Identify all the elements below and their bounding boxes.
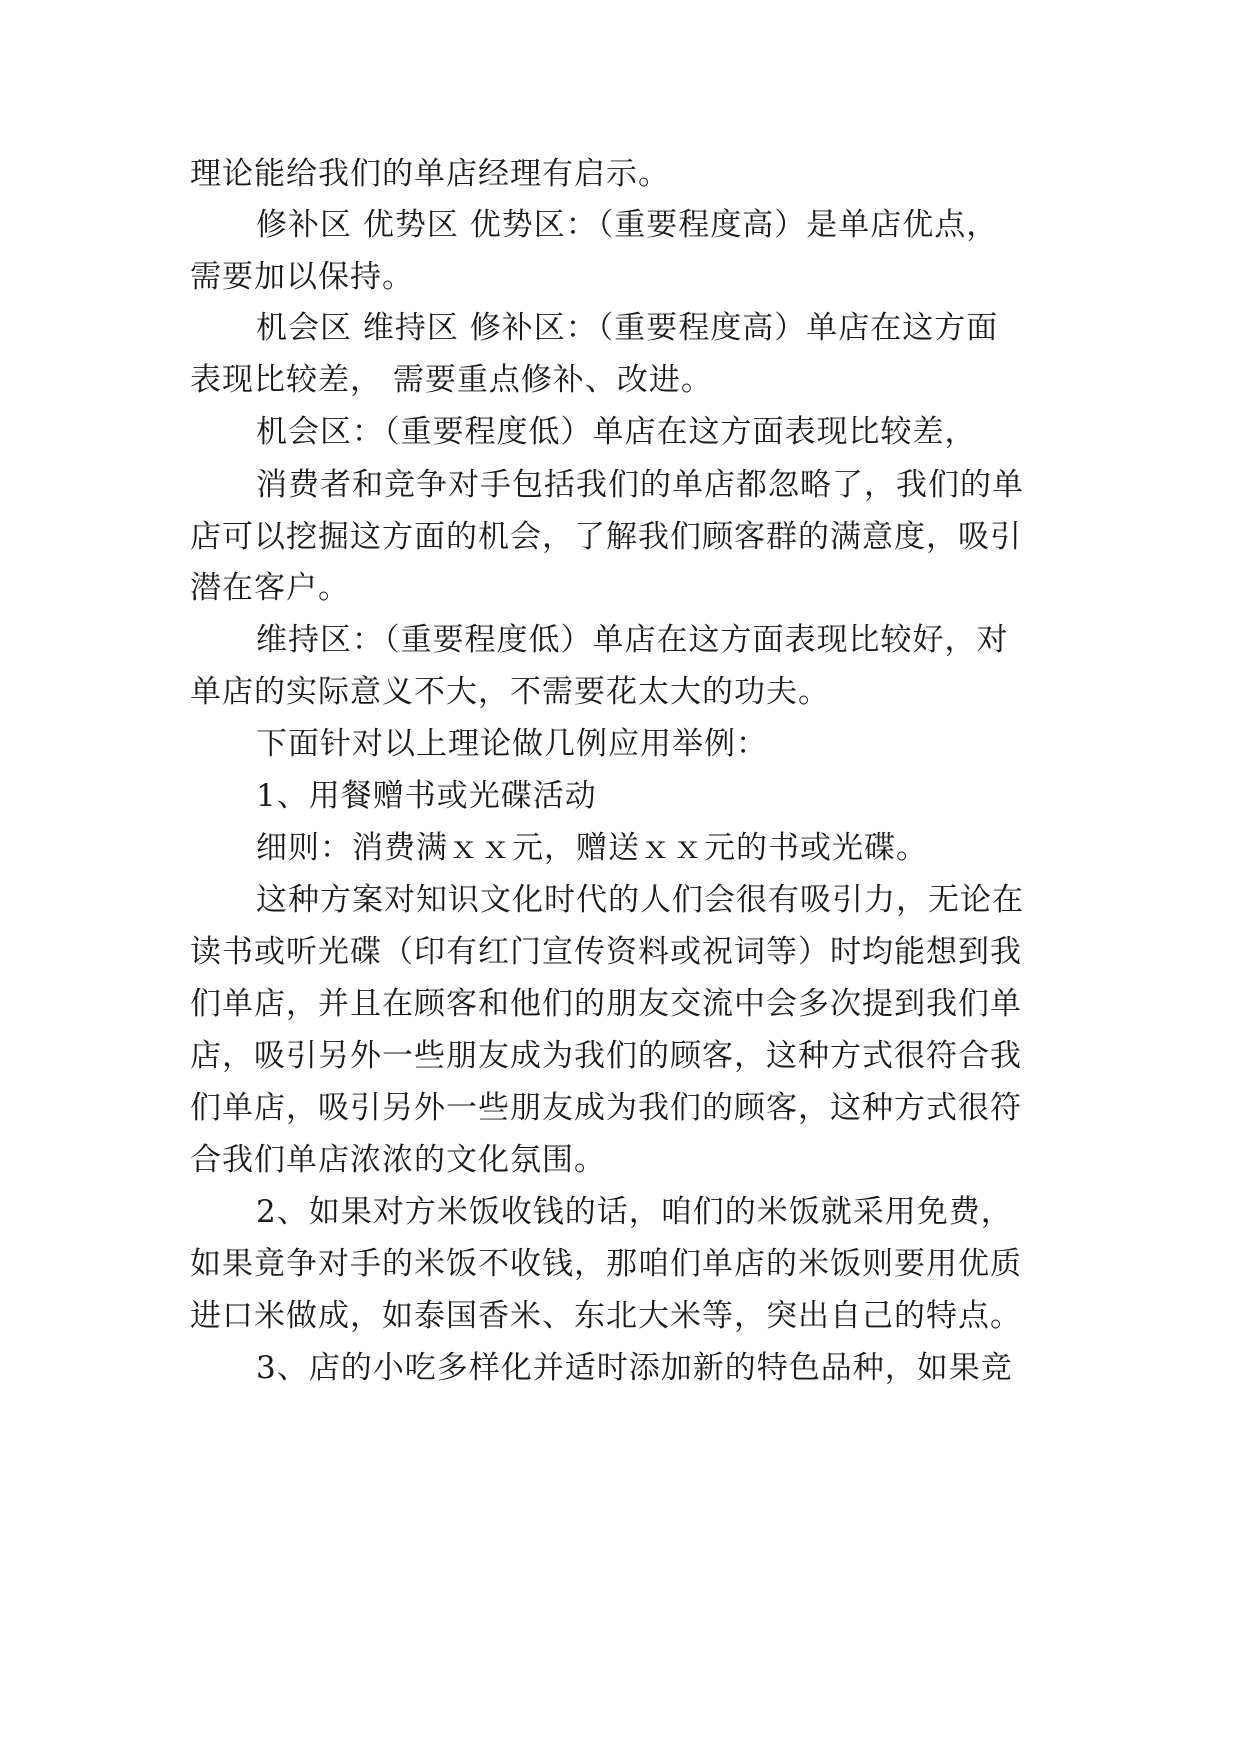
text-line: 单店的实际意义不大，不需要花太大的功夫。 xyxy=(190,674,830,710)
text-line: 细则：消费满ｘｘ元，赠送ｘｘ元的书或光碟。 xyxy=(256,830,928,866)
text-line: 需要加以保持。 xyxy=(190,259,414,295)
text-line: 店可以挖掘这方面的机会，了解我们顾客群的满意度，吸引 xyxy=(190,519,1022,555)
text-line: 维持区：（重要程度低）单店在这方面表现比较好，对 xyxy=(256,622,1009,658)
text-line: 如果竟争对手的米饭不收钱，那咱们单店的米饭则要用优质 xyxy=(190,1246,1022,1282)
text-line: 3、店的小吃多样化并适时添加新的特色品种，如果竞 xyxy=(256,1350,1013,1386)
text-line: 机会区：（重要程度低）单店在这方面表现比较差， xyxy=(256,414,977,450)
text-line: 们单店，吸引另外一些朋友成为我们的顾客，这种方式很符 xyxy=(190,1090,1022,1126)
text-line: 进口米做成，如泰国香米、东北大米等，突出自己的特点。 xyxy=(190,1298,1022,1334)
text-line: 这种方案对知识文化时代的人们会很有吸引力，无论在 xyxy=(256,882,1024,918)
text-line: 下面针对以上理论做几例应用举例： xyxy=(256,726,768,762)
text-line: 合我们单店浓浓的文化氛围。 xyxy=(190,1142,606,1178)
text-line: 1、用餐赠书或光碟活动 xyxy=(256,778,597,814)
text-line: 表现比较差， 需要重点修补、改进。 xyxy=(190,362,713,398)
text-line: 们单店，并且在顾客和他们的朋友交流中会多次提到我们单 xyxy=(190,986,1022,1022)
text-line: 机会区 维持区 修补区：（重要程度高）单店在这方面 xyxy=(256,310,999,346)
text-line: 店，吸引另外一些朋友成为我们的顾客，这种方式很符合我 xyxy=(190,1038,1022,1074)
text-line: 修补区 优势区 优势区：（重要程度高）是单店优点， xyxy=(256,207,999,243)
text-line: 2、如果对方米饭收钱的话，咱们的米饭就采用免费， xyxy=(256,1194,1013,1230)
text-line: 消费者和竞争对手包括我们的单店都忽略了，我们的单 xyxy=(256,467,1024,503)
text-line: 读书或听光碟（印有红门宣传资料或祝词等）时均能想到我 xyxy=(190,934,1022,970)
text-line: 潜在客户。 xyxy=(190,570,350,606)
text-line: 理论能给我们的单店经理有启示。 xyxy=(190,156,670,192)
